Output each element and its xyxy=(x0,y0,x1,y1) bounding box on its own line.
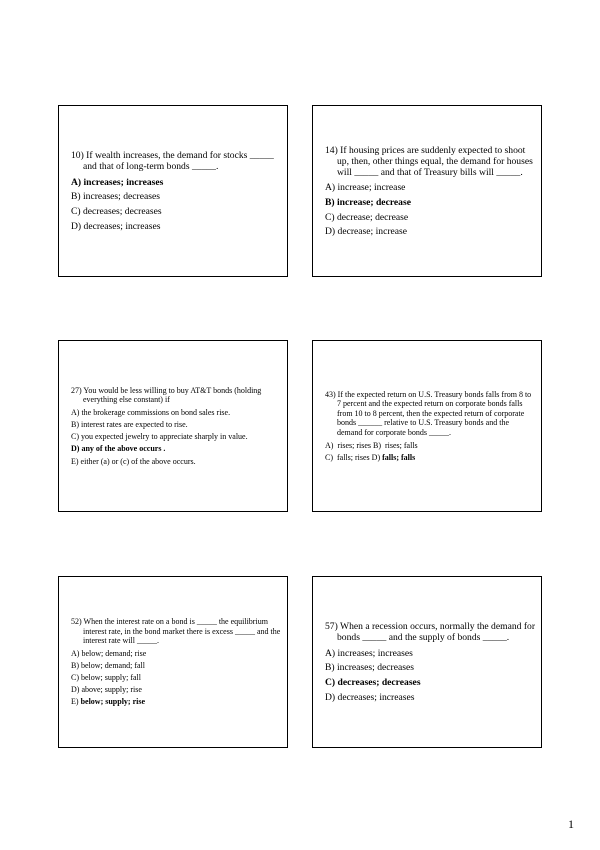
question-text: 27) You would be less willing to buy AT&T bonds (holding everything else constant) if xyxy=(71,385,262,405)
option-a: A) the brokerage commissions on bond sales rise. xyxy=(71,407,231,417)
option-b: B) rises; falls xyxy=(373,440,418,450)
option-d: D) decreases; increases xyxy=(71,220,161,232)
slide-question-27 xyxy=(58,340,288,512)
option-a-answer: A) increases; increases xyxy=(71,176,164,188)
option-d-label: D) xyxy=(371,452,381,462)
option-b-answer: B) increase; decrease xyxy=(325,196,411,208)
option-c: C) decrease; decrease xyxy=(325,211,409,223)
option-c: C) decreases; decreases xyxy=(71,205,162,217)
option-c: C) you expected jewelry to appreciate sharply in value. xyxy=(71,432,248,442)
slide-question-10 xyxy=(58,105,288,277)
option-d-answer: falls; falls xyxy=(382,452,416,462)
option-e-answer xyxy=(71,697,281,707)
option-a: A) increases; increases xyxy=(325,647,413,659)
question-text: 43) If the expected return on U.S. Treasury bonds falls from 8 to 7 percent and the expected return on corporate bonds falls from 10 to 8 percent, then the expected return of corporate bonds ______ relative to U.S. Treasury bonds and the demand for corporate bonds _____. xyxy=(325,389,532,437)
option-d: D) decreases; increases xyxy=(325,691,415,703)
question-text: 57) When a recession occurs, normally the demand for bonds _____ and the supply of bonds _____. xyxy=(325,621,536,644)
option-b: B) increases; decreases xyxy=(71,191,160,203)
slide-question-14 xyxy=(312,105,542,277)
option-b: B) below; demand; fall xyxy=(71,660,145,670)
option-d: D) decrease; increase xyxy=(325,226,408,238)
option-a: A) below; demand; rise xyxy=(71,648,147,658)
option-d: D) above; supply; rise xyxy=(71,685,142,695)
option-c: C) below; supply; fall xyxy=(71,673,141,683)
question-text: 10) If wealth increases, the demand for stocks _____ and that of long-term bonds _____. xyxy=(71,150,274,173)
question-text: 52) When the interest rate on a bond is _____ the equilibrium interest rate, in the bond market there is excess _____ and the interest rate will _____. xyxy=(71,616,281,646)
option-b: B) increases; decreases xyxy=(325,662,414,674)
option-e-text: below; supply; rise xyxy=(80,697,146,707)
options-row-1 xyxy=(325,441,535,451)
option-c-answer: C) decreases; decreases xyxy=(325,676,421,688)
options-row-2 xyxy=(325,453,535,463)
option-e-label: E) xyxy=(71,697,81,707)
option-a: A) increase; increase xyxy=(325,182,406,194)
question-text: 14) If housing prices are suddenly expected to shoot up, then, other things equal, the demand for houses will _____ and that of Treasury bills will _____. xyxy=(325,144,533,178)
option-b: B) interest rates are expected to rise. xyxy=(71,420,188,430)
slide-question-52 xyxy=(58,576,288,748)
slide-question-57 xyxy=(312,576,542,748)
slide-question-43 xyxy=(312,340,542,512)
page-number: 1 xyxy=(568,817,574,831)
option-a: A) rises; rises xyxy=(325,440,371,450)
option-d-answer: D) any of the above occurs . xyxy=(71,444,166,454)
option-e: E) either (a) or (c) of the above occurs. xyxy=(71,456,196,466)
option-c: C) falls; rises xyxy=(325,452,370,462)
